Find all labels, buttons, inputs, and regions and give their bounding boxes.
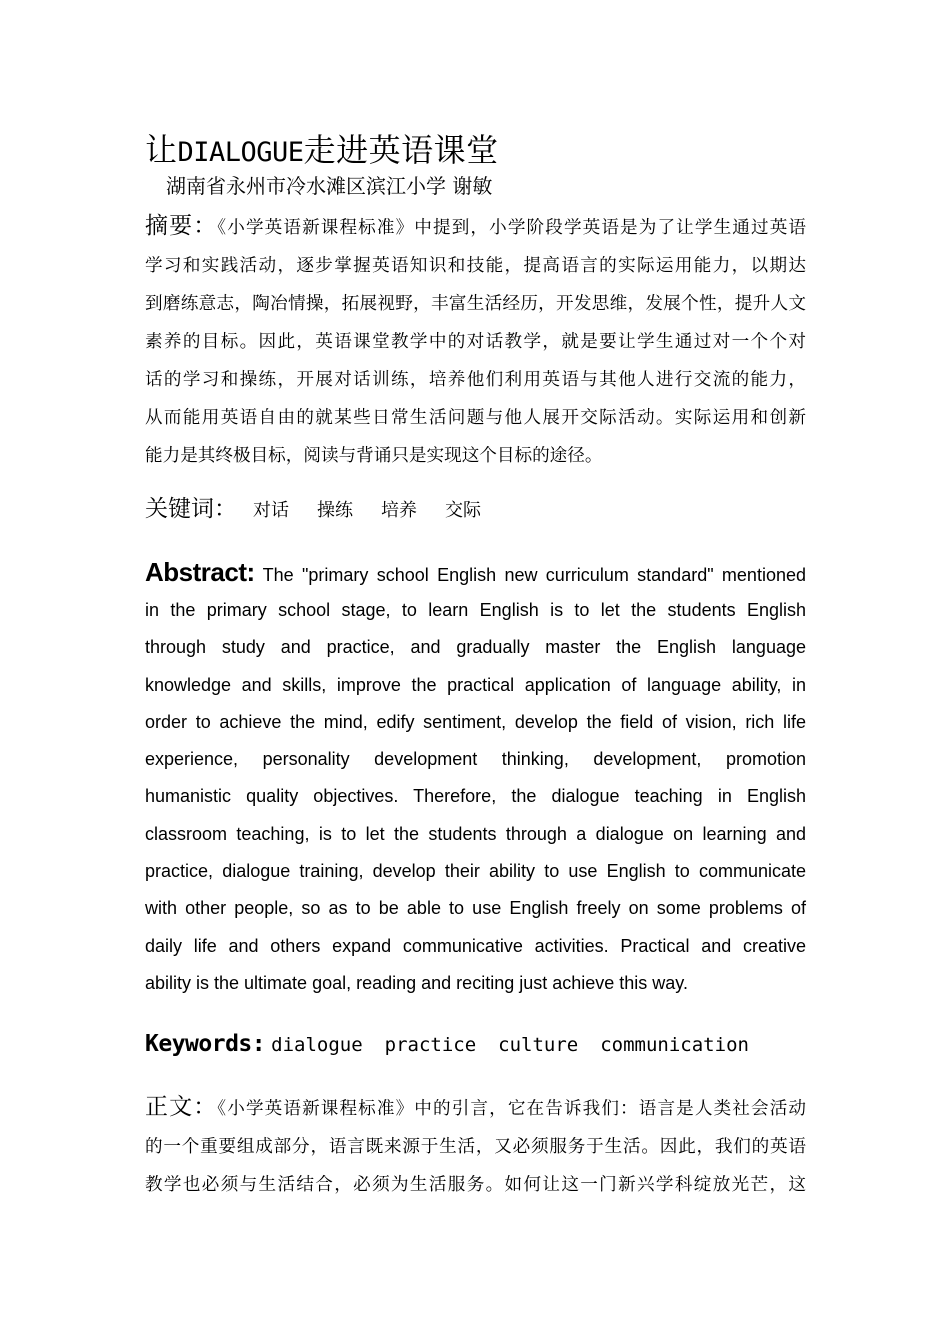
summary-line: 到磨练意志，陶冶情操，拓展视野，丰富生活经历，开发思维，发展个性，提升人文 xyxy=(145,294,806,314)
abstract-line xyxy=(145,552,806,592)
abstract-line: through study and practice, and gradually master the English language xyxy=(145,637,806,658)
title-latin: DIALOGUE xyxy=(177,137,304,168)
summary-line: 学习和实践活动，逐步掌握英语知识和技能，提高语言的实际运用能力，以期达 xyxy=(145,256,806,276)
body-line-text: 《小学英语新课程标准》中的引言，它在告诉我们：语言是人类社会活动 xyxy=(217,1099,806,1119)
keyword-cn: 交际 xyxy=(445,500,481,521)
keywords-en xyxy=(145,1024,771,1064)
abstract-line: order to achieve the mind, edify sentiment, develop the field of vision, rich life xyxy=(145,711,806,732)
abstract-line-text: The "primary school English new curriculum standard" mentioned xyxy=(254,565,806,585)
keyword-cn: 培养 xyxy=(381,500,417,521)
keyword-en: practice xyxy=(384,1034,477,1056)
document-title xyxy=(145,126,499,177)
abstract-line: ability is the ultimate goal, reading and reciting just achieve this way. xyxy=(145,972,688,993)
keyword-en: communication xyxy=(600,1034,749,1056)
body-label: 正文： xyxy=(145,1094,218,1120)
abstract-line: humanistic quality objectives. Therefore, the dialogue teaching in English xyxy=(145,786,806,807)
keywords-cn xyxy=(145,490,509,528)
summary-line xyxy=(145,205,806,247)
body-line: 的一个重要组成部分，语言既来源于生活，又必须服务于生活。因此，我们的英语 xyxy=(145,1137,806,1157)
abstract-section xyxy=(145,552,806,1002)
body-line xyxy=(145,1086,806,1128)
summary-line-text: 《小学英语新课程标准》中提到，小学阶段学英语是为了让学生通过英语 xyxy=(217,218,806,238)
keywords-en-label: Keywords: xyxy=(145,1031,266,1057)
keyword-cn: 对话 xyxy=(253,500,289,521)
abstract-line: practice, dialogue training, develop their ability to use English to communicate xyxy=(145,861,806,882)
abstract-line: knowledge and skills, improve the practical application of language ability, in xyxy=(145,674,806,695)
title-suffix: 走进英语课堂 xyxy=(303,131,499,169)
summary-line: 从而能用英语自由的就某些日常生活问题与他人展开交际活动。实际运用和创新 xyxy=(145,408,806,428)
summary-line: 话的学习和操练，开展对话训练，培养他们利用英语与其他人进行交流的能力， xyxy=(145,370,806,390)
abstract-line: classroom teaching, is to let the students through a dialogue on learning and xyxy=(145,823,806,844)
abstract-line: experience, personality development thinking, development, promotion xyxy=(145,749,806,770)
abstract-line: with other people, so as to be able to use English freely on some problems of xyxy=(145,898,806,919)
abstract-line: daily life and others expand communicative activities. Practical and creative xyxy=(145,935,806,956)
keyword-cn: 操练 xyxy=(317,500,353,521)
author-line: 湖南省永州市冷水滩区滨江小学 谢敏 xyxy=(166,174,493,198)
keyword-en: dialogue xyxy=(271,1034,363,1056)
summary-label: 摘要： xyxy=(145,213,218,239)
keyword-en: culture xyxy=(498,1034,579,1056)
body-section xyxy=(145,1086,806,1204)
title-prefix: 让 xyxy=(145,131,178,169)
keywords-cn-label: 关键词： xyxy=(145,496,237,522)
body-line: 教学也必须与生活结合，必须为生活服务。如何让这一门新兴学科绽放光芒，这 xyxy=(145,1175,806,1195)
abstract-label: Abstract: xyxy=(145,557,255,587)
summary-section xyxy=(145,205,806,475)
summary-line: 素养的目标。因此，英语课堂教学中的对话教学，就是要让学生通过对一个个对 xyxy=(145,332,806,352)
summary-line: 能力是其终极目标，阅读与背诵只是实现这个目标的途径。 xyxy=(145,446,603,466)
abstract-line: in the primary school stage, to learn English is to let the students English xyxy=(145,600,806,620)
